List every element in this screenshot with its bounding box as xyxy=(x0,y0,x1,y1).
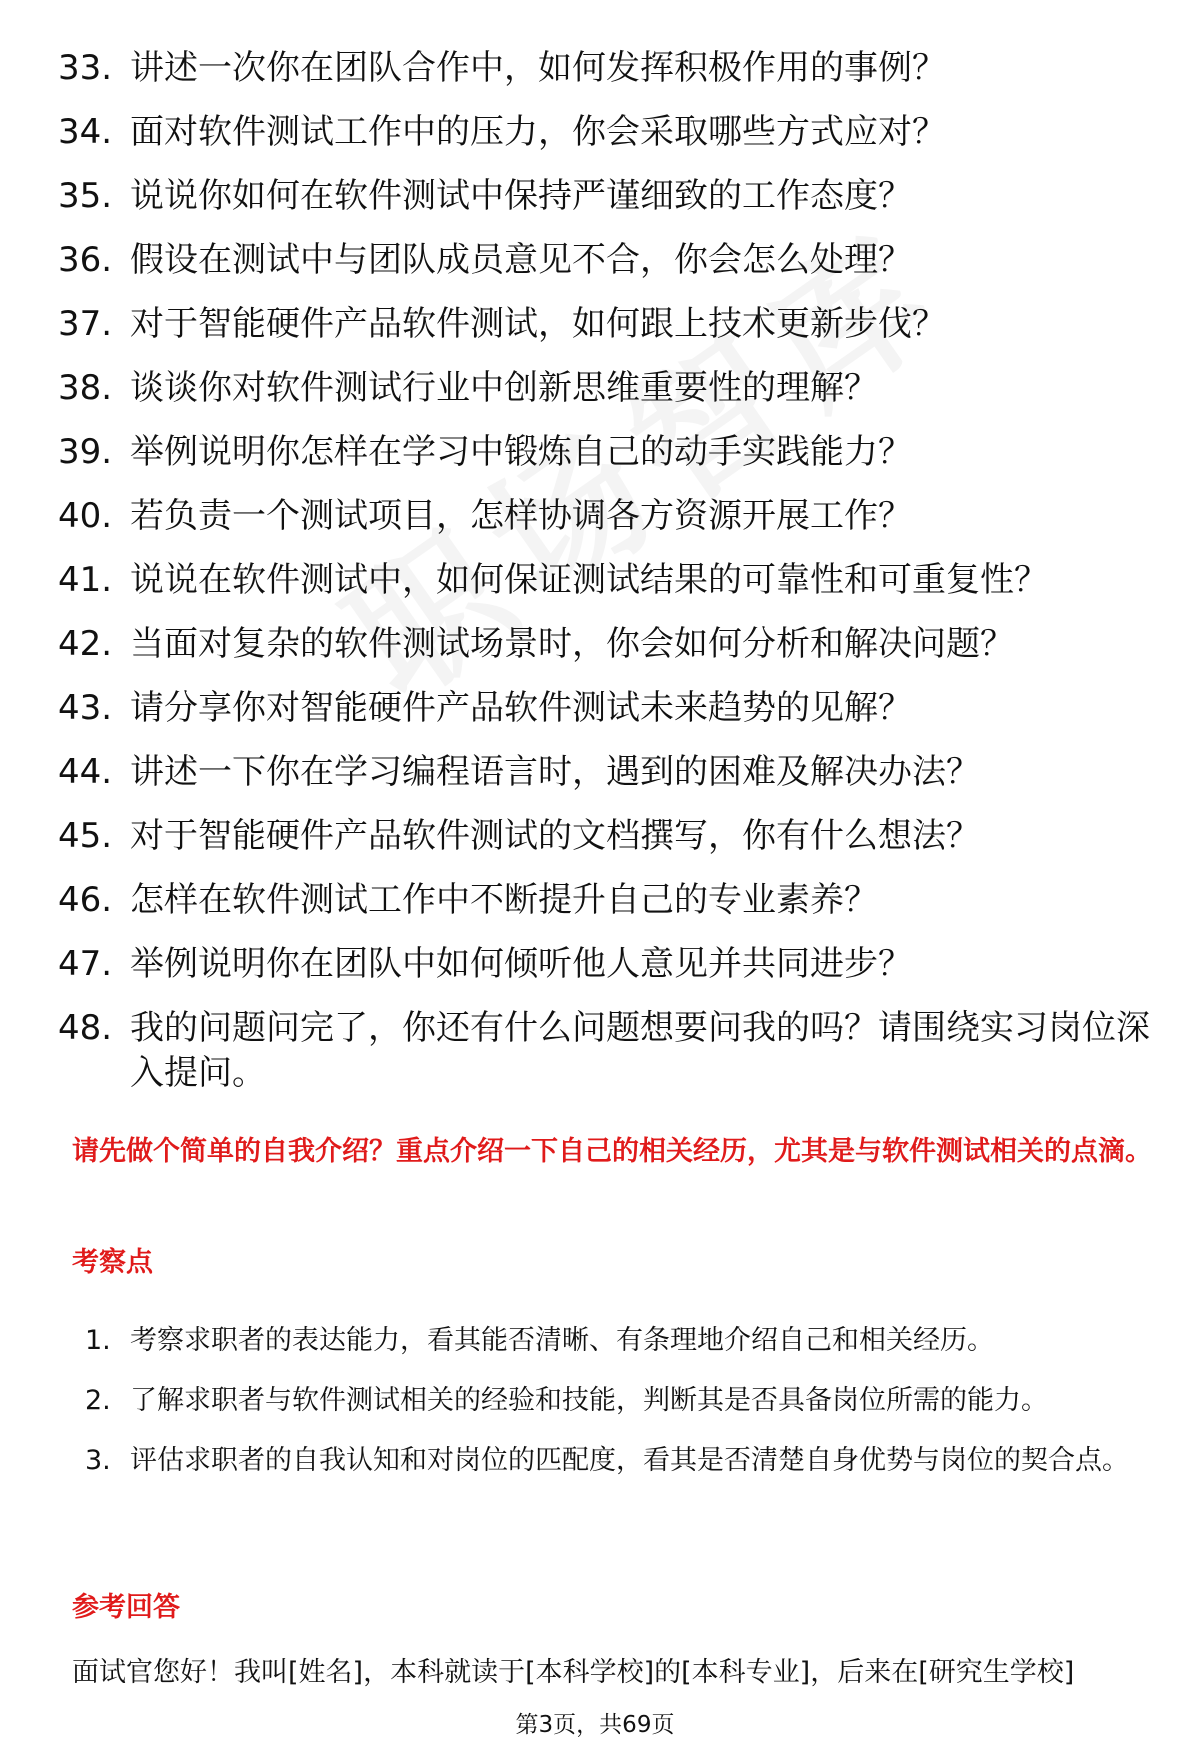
section-title-cankaohuida: 参考回答 xyxy=(72,1592,180,1623)
question-text: 讲述一下你在学习编程语言时，遇到的困难及解决办法？ xyxy=(130,752,980,792)
question-item xyxy=(58,302,1158,347)
question-text: 讲述一次你在团队合作中，如何发挥积极作用的事例？ xyxy=(130,48,946,88)
question-item xyxy=(58,1006,1158,1096)
question-item xyxy=(58,686,1158,731)
question-text: 怎样在软件测试工作中不断提升自己的专业素养？ xyxy=(130,880,878,920)
question-item xyxy=(58,814,1158,859)
question-number: 47. xyxy=(58,944,113,984)
assessment-point-number: 1. xyxy=(85,1325,111,1356)
question-number: 42. xyxy=(58,624,113,664)
assessment-point xyxy=(85,1311,1165,1371)
reference-answer-text: 面试官您好！我叫[姓名]，本科就读于[本科学校]的[本科专业]，后来在[研究生学校] xyxy=(72,1657,1075,1688)
page-footer: 第3页，共69页 xyxy=(515,1712,675,1738)
question-number: 36. xyxy=(58,240,113,280)
assessment-point-number: 2. xyxy=(85,1385,111,1416)
question-text: 对于智能硬件产品软件测试的文档撰写，你有什么想法？ xyxy=(130,816,980,856)
question-text: 说说在软件测试中，如何保证测试结果的可靠性和可重复性？ xyxy=(130,560,1048,600)
question-text: 若负责一个测试项目，怎样协调各方资源开展工作？ xyxy=(130,496,912,536)
question-number: 43. xyxy=(58,688,113,728)
question-text: 当面对复杂的软件测试场景时，你会如何分析和解决问题？ xyxy=(130,624,1014,664)
question-text: 我的问题问完了，你还有什么问题想要问我的吗？请围绕实习岗位深入提问。 xyxy=(130,1008,1150,1093)
question-item xyxy=(58,558,1158,603)
question-item xyxy=(58,622,1158,667)
question-number: 38. xyxy=(58,368,113,408)
question-number: 39. xyxy=(58,432,113,472)
question-text: 说说你如何在软件测试中保持严谨细致的工作态度？ xyxy=(130,176,912,216)
assessment-point-text: 考察求职者的表达能力，看其能否清晰、有条理地介绍自己和相关经历。 xyxy=(130,1325,994,1356)
question-item xyxy=(58,430,1158,475)
question-item xyxy=(58,174,1158,219)
question-item xyxy=(58,110,1158,155)
question-item xyxy=(58,878,1158,923)
question-number: 41. xyxy=(58,560,113,600)
question-item xyxy=(58,366,1158,411)
question-number: 45. xyxy=(58,816,113,856)
question-item xyxy=(58,46,1158,91)
question-item xyxy=(58,750,1158,795)
question-item xyxy=(58,494,1158,539)
question-number: 35. xyxy=(58,176,113,216)
question-headline: 请先做个简单的自我介绍？重点介绍一下自己的相关经历，尤其是与软件测试相关的点滴。 xyxy=(72,1136,1152,1167)
question-text: 面对软件测试工作中的压力，你会采取哪些方式应对？ xyxy=(130,112,946,152)
question-list xyxy=(58,46,1158,1115)
assessment-point-number: 3. xyxy=(85,1445,111,1476)
question-text: 假设在测试中与团队成员意见不合，你会怎么处理？ xyxy=(130,240,912,280)
question-number: 44. xyxy=(58,752,113,792)
question-text: 请分享你对智能硬件产品软件测试未来趋势的见解？ xyxy=(130,688,912,728)
question-number: 37. xyxy=(58,304,113,344)
assessment-point xyxy=(85,1371,1165,1431)
question-number: 48. xyxy=(58,1008,113,1048)
assessment-point-text: 评估求职者的自我认知和对岗位的匹配度，看其是否清楚自身优势与岗位的契合点。 xyxy=(130,1445,1129,1476)
question-number: 34. xyxy=(58,112,113,152)
question-item xyxy=(58,942,1158,987)
question-text: 举例说明你在团队中如何倾听他人意见并共同进步？ xyxy=(130,944,912,984)
section-title-kaochadian: 考察点 xyxy=(72,1247,153,1278)
question-text: 举例说明你怎样在学习中锻炼自己的动手实践能力？ xyxy=(130,432,912,472)
assessment-points-list xyxy=(85,1311,1165,1491)
question-item xyxy=(58,238,1158,283)
question-number: 40. xyxy=(58,496,113,536)
question-number: 33. xyxy=(58,48,113,88)
question-number: 46. xyxy=(58,880,113,920)
question-text: 对于智能硬件产品软件测试，如何跟上技术更新步伐？ xyxy=(130,304,946,344)
question-text: 谈谈你对软件测试行业中创新思维重要性的理解？ xyxy=(130,368,878,408)
assessment-point-text: 了解求职者与软件测试相关的经验和技能，判断其是否具备岗位所需的能力。 xyxy=(130,1385,1048,1416)
assessment-point xyxy=(85,1431,1165,1491)
